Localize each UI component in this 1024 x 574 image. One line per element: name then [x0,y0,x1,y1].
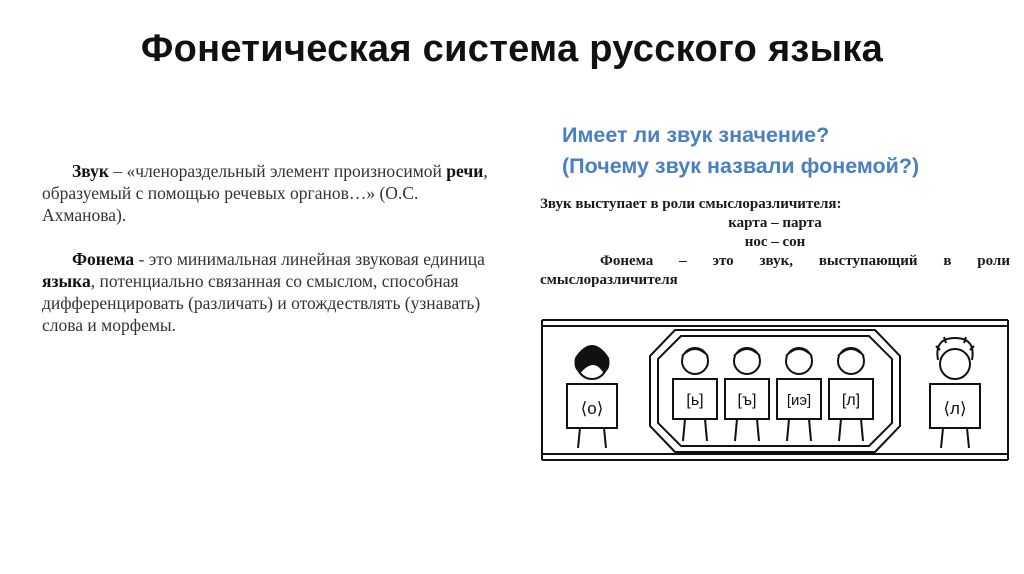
phoneme-def-part-a: - это минимальная линейная звуковая единица [134,249,485,269]
phoneme-def-line-b: смыслоразличителя [540,272,678,288]
illustration-svg [540,316,1010,466]
sign-2: [ъ] [737,392,757,409]
phoneme-definition [42,248,502,336]
sign-4: [л] [841,392,861,409]
question-2: (Почему звук назвали фонемой?) [562,154,920,178]
sign-right: ⟨л⟩ [943,399,967,418]
sound-definition [42,160,502,226]
question-1: Имеет ли звук значение? [562,123,830,147]
phoneme-term: Фонема [72,249,135,269]
sound-term: Звук [72,161,109,181]
question-block [562,120,1002,182]
phoneme-def-bold: языка [42,271,91,291]
phoneme-illustration [540,316,1010,466]
scan-line-1: Звук выступает в роли смыслоразличителя: [540,196,842,212]
right-figure [930,337,980,448]
minimal-pair-1: карта – парта [728,215,822,231]
phoneme-def-line-a: Фонема – это звук, выступающий в роли [600,253,1010,269]
page-title: Фонетическая система русского языка [140,28,884,70]
sign-left: ⟨о⟩ [580,399,604,418]
sound-def-bold: речи [446,161,484,181]
sign-1: [ь] [686,392,704,409]
minimal-pair-2: нос – сон [744,234,806,250]
definitions-text [42,160,502,336]
sound-def-part-a: – «членораздельный элемент произносимой [108,161,447,181]
phoneme-def-part-b: , потенциально связанная со смыслом, способная дифференцировать (различать) и отождествлять (узнавать) слова и морфемы. [42,271,481,335]
left-figure [567,346,617,448]
scanned-text [540,195,1010,290]
sign-3: [иэ] [786,392,812,409]
sound-def-part-b: , образуемый с помощью речевых органов…» (О.С. Ахманова). [42,161,488,225]
